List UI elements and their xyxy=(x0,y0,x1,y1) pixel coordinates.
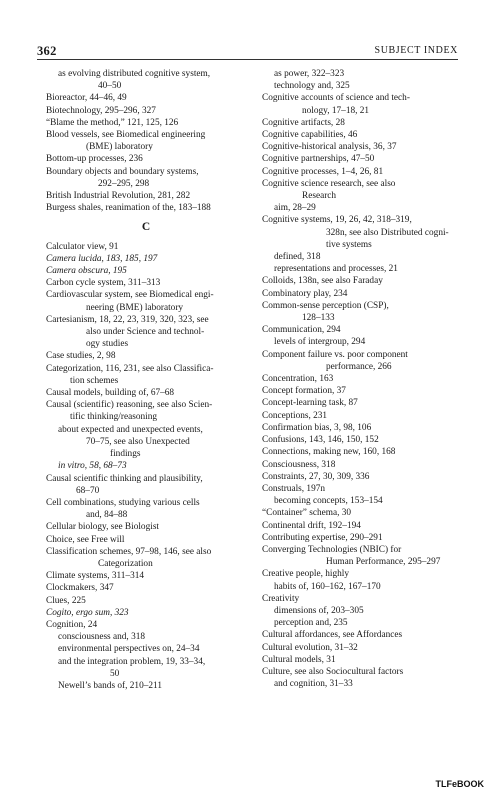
index-entry-continuation: neering (BME) laboratory xyxy=(86,302,184,313)
index-entry: Causal scientific thinking and plausibility, xyxy=(46,473,203,484)
index-entry: Case studies, 2, 98 xyxy=(46,351,116,362)
header-rule xyxy=(37,59,458,60)
index-entry: Bottom-up processes, 236 xyxy=(46,154,143,165)
index-entry: Creativity xyxy=(262,593,300,604)
index-subentry: and cognition, 31–33 xyxy=(274,679,353,690)
index-entry-continuation: 50 xyxy=(110,668,120,679)
index-entry: Cognition, 24 xyxy=(46,619,98,630)
index-subentry: defined, 318 xyxy=(274,252,321,263)
index-entry-continuation: 70–75, see also Unexpected xyxy=(86,436,190,447)
index-entry: Cardiovascular system, see Biomedical engi- xyxy=(46,290,214,301)
index-subentry: and the integration problem, 19, 33–34, xyxy=(58,656,206,667)
index-entry: Choice, see Free will xyxy=(46,534,125,545)
index-entry: Camera obscura, 195 xyxy=(46,266,127,277)
index-entry: Confusions, 143, 146, 150, 152 xyxy=(262,435,379,446)
index-entry: Cartesianism, 18, 22, 23, 319, 320, 323, see xyxy=(46,314,209,325)
index-entry: “Container” schema, 30 xyxy=(262,508,352,519)
index-entry: Climate systems, 311–314 xyxy=(46,571,145,582)
index-entry: Cognitive processes, 1–4, 26, 81 xyxy=(262,166,384,177)
index-entry-continuation: performance, 266 xyxy=(326,361,392,372)
page-number: 362 xyxy=(37,44,57,58)
index-entry: Categorization, 116, 231, see also Classifica- xyxy=(46,363,214,374)
index-subentry: in vitro, 58, 68–73 xyxy=(58,461,127,472)
index-subentry: Newell’s bands of, 210–211 xyxy=(58,680,162,691)
index-column-left xyxy=(46,68,246,692)
index-entry: Clues, 225 xyxy=(46,595,86,606)
index-entry: Carbon cycle system, 311–313 xyxy=(46,278,161,289)
index-entry-continuation: tive systems xyxy=(326,239,372,250)
index-entry: Biotechnology, 295–296, 327 xyxy=(46,105,156,116)
index-entry: Causal (scientific) reasoning, see also Scien- xyxy=(46,400,213,411)
index-entry: Cultural evolution, 31–32 xyxy=(262,642,358,653)
index-entry-continuation: Human Performance, 295–297 xyxy=(326,557,441,568)
index-entry: Blood vessels, see Biomedical engineering xyxy=(46,130,206,141)
index-subentry: becoming concepts, 153–154 xyxy=(274,496,383,507)
index-subentry: about expected and unexpected events, xyxy=(58,424,203,435)
index-entry-continuation: also under Science and technol- xyxy=(86,327,205,338)
index-entry: “Blame the method,” 121, 125, 126 xyxy=(46,117,179,128)
index-entry: Classification schemes, 97–98, 146, see also xyxy=(46,546,212,557)
index-entry: Cognitive partnerships, 47–50 xyxy=(262,154,375,165)
index-entry: Cognitive accounts of science and tech- xyxy=(262,93,410,104)
index-entry-continuation: and, 84–88 xyxy=(86,510,128,521)
index-entry: Cognitive capabilities, 46 xyxy=(262,130,358,141)
index-entry: Culture, see also Sociocultural factors xyxy=(262,666,404,677)
index-entry-continuation: 328n, see also Distributed cogni- xyxy=(326,227,449,238)
index-entry: Colloids, 138n, see also Faraday xyxy=(262,276,383,287)
index-entry-continuation: 40–50 xyxy=(98,81,122,92)
index-entry: Connections, making new, 160, 168 xyxy=(262,447,396,458)
index-entry: Consciousness, 318 xyxy=(262,459,336,470)
index-entry: Boundary objects and boundary systems, xyxy=(46,166,199,177)
index-entry: Causal models, building of, 67–68 xyxy=(46,388,175,399)
index-entry: Burgess shales, reanimation of the, 183–188 xyxy=(46,203,211,214)
index-subentry: perception and, 235 xyxy=(274,618,348,629)
index-entry: Cognitive science research, see also xyxy=(262,178,396,189)
index-entry: Cultural models, 31 xyxy=(262,654,336,665)
index-entry: Cultural affordances, see Affordances xyxy=(262,630,403,641)
index-entry: Cellular biology, see Biologist xyxy=(46,522,160,533)
index-entry-continuation: 128–133 xyxy=(302,313,335,324)
index-entry: Constraints, 27, 30, 309, 336 xyxy=(262,471,370,482)
index-entry: Concept formation, 37 xyxy=(262,386,346,397)
index-entry: Confirmation bias, 3, 98, 106 xyxy=(262,422,372,433)
footer-watermark: TLFeBOOK xyxy=(435,779,484,789)
index-entry-continuation: Categorization xyxy=(98,558,153,569)
index-entry: Bioreactor, 44–46, 49 xyxy=(46,93,127,104)
index-entry-continuation: ogy studies xyxy=(86,339,129,350)
index-entry-continuation: findings xyxy=(110,449,141,460)
page-header xyxy=(37,44,458,60)
index-entry: British Industrial Revolution, 281, 282 xyxy=(46,191,191,202)
index-subentry: habits of, 160–162, 167–170 xyxy=(274,581,381,592)
index-entry: Cogito, ergo sum, 323 xyxy=(46,607,129,618)
index-entry: Concept-learning task, 87 xyxy=(262,398,358,409)
running-head: SUBJECT INDEX xyxy=(374,45,458,56)
index-entry: Cognitive artifacts, 28 xyxy=(262,117,345,128)
index-entry: Common-sense perception (CSP), xyxy=(262,300,389,311)
index-entry: Cognitive-historical analysis, 36, 37 xyxy=(262,142,397,153)
index-entry: Continental drift, 192–194 xyxy=(262,520,361,531)
index-entry: as evolving distributed cognitive system, xyxy=(58,69,211,79)
index-entry: Camera lucida, 183, 185, 197 xyxy=(46,253,158,264)
index-entry: Construals, 197n xyxy=(262,483,326,494)
index-entry: Contributing expertise, 290–291 xyxy=(262,532,383,543)
index-entry: Cell combinations, studying various cells xyxy=(46,497,200,508)
section-letter-heading: C xyxy=(141,221,151,234)
index-entry: Calculator view, 91 xyxy=(46,241,119,252)
index-column-right xyxy=(262,68,462,690)
index-entry-continuation: tific thinking/reasoning xyxy=(70,412,158,423)
index-entry: Combinatory play, 234 xyxy=(262,288,348,299)
index-entry: Converging Technologies (NBIC) for xyxy=(262,544,402,555)
index-entry: Conceptions, 231 xyxy=(262,410,328,421)
index-entry-continuation: tion schemes xyxy=(70,375,119,386)
index-subentry: levels of intergroup, 294 xyxy=(274,337,366,348)
index-subentry: dimensions of, 203–305 xyxy=(274,605,364,616)
index-entry-continuation: nology, 17–18, 21 xyxy=(302,105,370,116)
index-subentry: aim, 28–29 xyxy=(274,203,316,214)
index-entry: Component failure vs. poor component xyxy=(262,349,408,360)
index-entry: Creative people, highly xyxy=(262,569,350,580)
index-entry-continuation: Research xyxy=(302,191,337,202)
index-subentry: as power, 322–323 xyxy=(274,69,345,79)
index-entry: Clockmakers, 347 xyxy=(46,583,114,594)
index-entry-continuation: (BME) laboratory xyxy=(86,142,153,153)
index-subentry: environmental perspectives on, 24–34 xyxy=(58,644,200,655)
index-entry: Communication, 294 xyxy=(262,325,341,336)
index-subentry: technology and, 325 xyxy=(274,81,350,92)
index-entry: Cognitive systems, 19, 26, 42, 318–319, xyxy=(262,215,412,226)
index-entry-continuation: 292–295, 298 xyxy=(98,178,150,189)
index-entry: Concentration, 163 xyxy=(262,374,334,385)
index-subentry: representations and processes, 21 xyxy=(274,264,398,275)
index-entry-continuation: 68–70 xyxy=(76,485,100,496)
index-subentry: consciousness and, 318 xyxy=(58,632,146,643)
